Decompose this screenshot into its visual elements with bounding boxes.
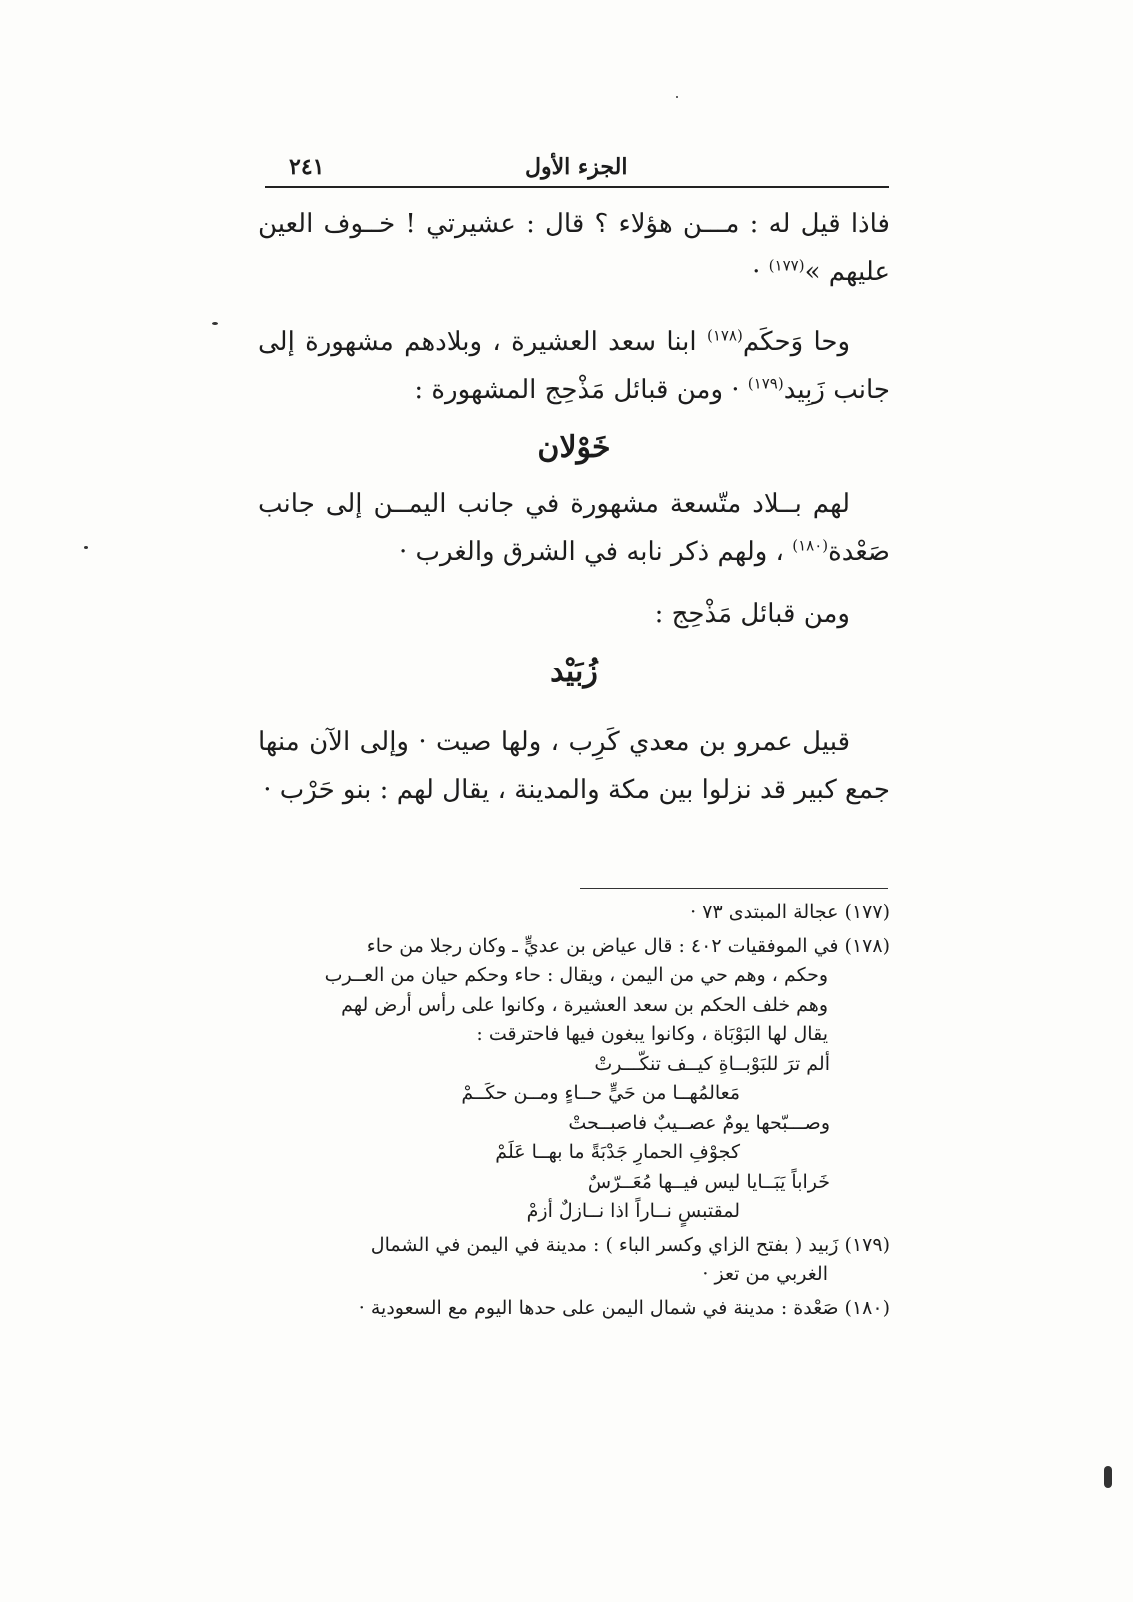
paragraph-3: لهم بــلاد متّسعة مشهورة في جانب اليمــن إلى جانب صَعْدة$^{(١٨٠)}$ ، ولهم ذكر نابه في الشرق والغرب ·	[258, 489, 890, 567]
section-heading-zubayd: زُبَيْد	[550, 654, 598, 689]
verse-line: خَراباً يَبَــايا ليس فيــها مُعَــرّسٌ	[587, 1170, 830, 1193]
paragraph-1: فاذا قيل له : مـــن هؤلاء ؟ قال : عشيرتي ! خــوف العين عليهم »$^{(١٧٧)}$ ·	[258, 209, 890, 287]
footnote-178: (١٧٨) في الموفقيات ٤٠٢ : قال عياض بن عديٍّ ـ وكان رجلا من حاء	[366, 934, 890, 957]
footnote-178-line: وهم خلف الحكم بن سعد العشيرة ، وكانوا على رأس أرض لهم	[341, 993, 828, 1016]
footnote-ref-180: (١٨٠)	[792, 536, 829, 555]
page-header	[265, 150, 889, 188]
verse-line: وصـــبّحها يومٌ عصــيبٌ فاصبــحتْ	[568, 1111, 830, 1134]
paragraph-5: قبيل عمرو بن معدي كَرِب ، ولها صيت · وإلى الآن منها جمع كبير قد نزلوا بين مكة والمدينة ، يقال لهم : بنو حَرْب ·	[258, 727, 890, 805]
footnote-ref-179: (١٧٩)	[747, 374, 784, 393]
paragraph-4: ومن قبائل مَذْحِج :	[654, 599, 850, 629]
running-title: الجزء الأول	[525, 154, 628, 180]
scan-speck	[676, 96, 678, 98]
footnote-ref-178: (١٧٨)	[706, 326, 743, 345]
main-text	[258, 200, 890, 814]
paragraph-2: وحا وَحكَم$^{(١٧٨)}$ ابنا سعد العشيرة ، وبلادهم مشهورة إلى جانب زَبِيد$^{(١٧٩)}$ · ومن قبائل مَذْحِج المشهورة :	[258, 326, 890, 405]
page-number: ٢٤١	[289, 154, 325, 180]
footnote-178-line: وحكم ، وهم حي من اليمن ، ويقال : حاء وحكم حيان من العــرب	[324, 964, 828, 986]
footnote-179-line: الغربي من تعز ·	[702, 1263, 828, 1285]
footnote-178-line: يقال لها البَوْبَاة ، وكانوا يبغون فيها فاحترقت :	[476, 1023, 828, 1045]
footnote-divider	[580, 888, 888, 889]
verse-line: لمقتبسٍ نــاراً اذا نــازلٌ أزمْ	[526, 1200, 740, 1222]
verse-line: ألم ترَ للبَوْبــاةِ كيــف تنكّـــرتْ	[594, 1052, 830, 1075]
footnote-179: (١٧٩) زَبيد ( بفتح الزاي وكسر الباء ) : مدينة في اليمن في الشمال	[370, 1233, 890, 1256]
scan-speck	[212, 322, 218, 325]
footnote-177: (١٧٧) عجالة المبتدى ٧٣ ·	[690, 901, 890, 923]
section-heading-khawlan: خَوْلان	[537, 430, 611, 465]
verse-line: كجوْفِ الحمارِ جَدْبَةً ما بهــا عَلَمْ	[495, 1141, 740, 1163]
verse-line: مَعالمُهــا من حَيٍّ حــاءٍ ومــن حكَــمْ	[461, 1082, 740, 1104]
scan-speck	[84, 546, 88, 549]
footnotes	[252, 898, 890, 1327]
footnote-ref-177: (١٧٧)	[768, 256, 805, 275]
scan-speck	[1104, 1466, 1112, 1488]
footnote-180: (١٨٠) صَعْدة : مدينة في شمال اليمن على حدها اليوم مع السعودية ·	[358, 1296, 890, 1319]
